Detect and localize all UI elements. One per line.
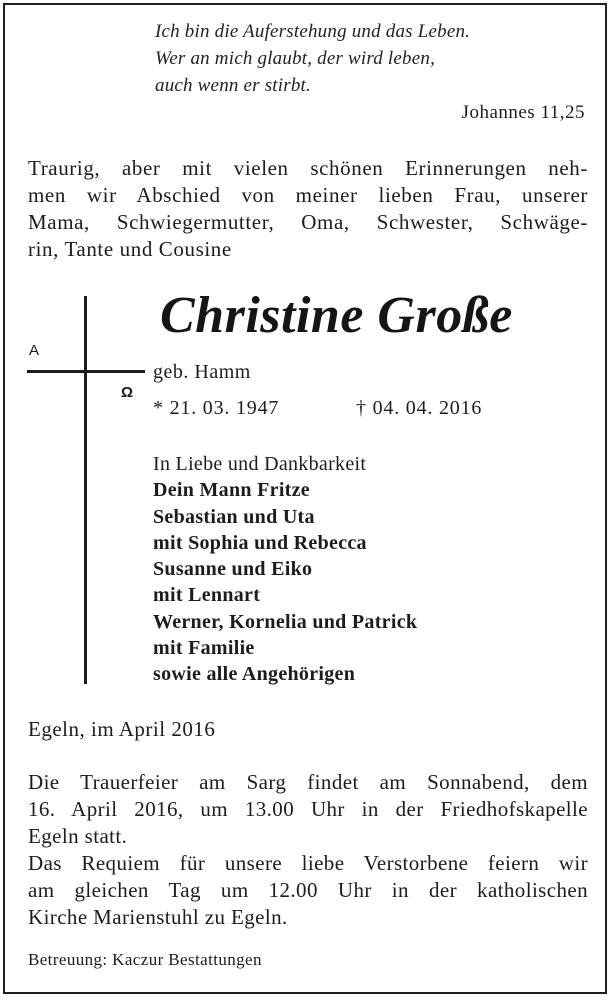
cross-icon-horizontal [27,370,145,373]
mourner-name: mit Lennart [153,584,261,607]
mourner-name: mit Familie [153,637,255,660]
omega-symbol: Ω [121,384,134,401]
verse-reference: Johannes 11,25 [461,102,585,123]
death-date: † 04. 04. 2016 [356,397,483,419]
intro-line: Mama, Schwiegermutter, Oma, Schwester, Schwäge- [28,210,588,234]
service-line: am gleichen Tag um 12.00 Uhr in der katholischen [28,878,588,902]
service-line: Egeln statt. [28,824,128,848]
mourner-name: Sebastian und Uta [153,505,315,528]
cross-icon-vertical [84,296,87,684]
mourner-name: Dein Mann Fritze [153,479,310,502]
mourner-name: mit Sophia und Rebecca [153,531,367,554]
mourner-name: Susanne und Eiko [153,558,313,581]
mourner-name: sowie alle Angehörigen [153,663,356,686]
maiden-name: geb. Hamm [153,361,251,383]
alpha-symbol: A [29,342,40,359]
intro-line: men wir Abschied von meiner lieben Frau, unserer [28,183,588,207]
service-line: Kirche Marienstuhl zu Egeln. [28,905,288,929]
service-line: Das Requiem für unsere liebe Verstorbene feiern wir [28,851,588,875]
service-line: 16. April 2016, um 13.00 Uhr in der Friedhofskapelle [28,797,588,821]
place-date: Egeln, im April 2016 [28,717,216,741]
mourner-name: Werner, Kornelia und Patrick [153,610,418,633]
service-line: Die Trauerfeier am Sarg findet am Sonnabend, dem [28,770,588,794]
birth-date: * 21. 03. 1947 [153,397,280,419]
mourners-lead: In Liebe und Dankbarkeit [153,453,367,475]
verse-line: auch wenn er stirbt. [155,75,311,96]
intro-line: Traurig, aber mit vielen schönen Erinnerungen neh- [28,156,588,180]
mourners-list [153,451,417,688]
bible-verse [155,18,470,99]
deceased-name: Christine Große [160,287,513,344]
service-details [28,769,588,931]
funeral-home-credit: Betreuung: Kaczur Bestattungen [28,950,262,969]
intro-text [28,155,588,263]
intro-line: rin, Tante und Cousine [28,237,232,261]
verse-line: Ich bin die Auferstehung und das Leben. [155,21,471,42]
verse-line: Wer an mich glaubt, der wird leben, [155,48,436,69]
